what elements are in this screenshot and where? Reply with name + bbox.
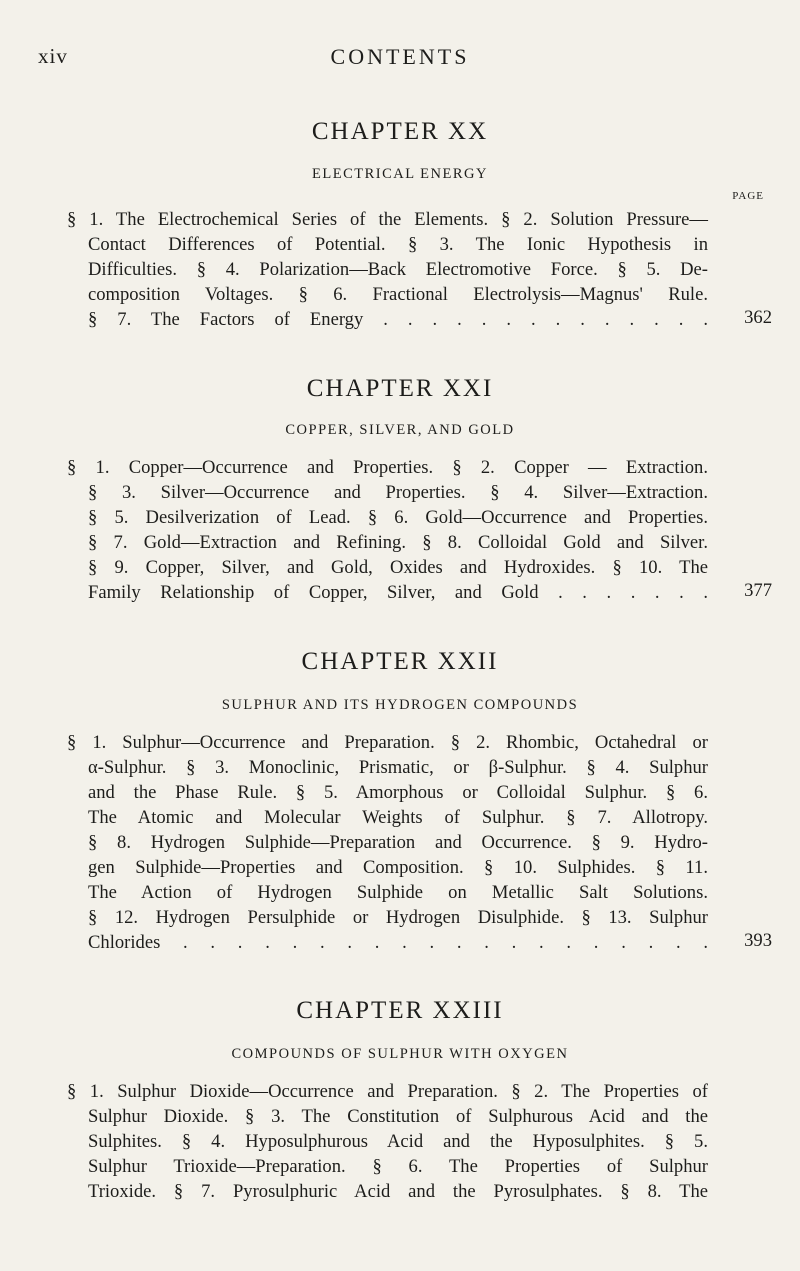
contents-line: § 12. Hydrogen Persulphide or Hydrogen Disulphide. § 13. Sulphur	[88, 907, 708, 928]
chapter-title: CHAPTER XXI	[306, 375, 494, 402]
chapter-xxi-subtitle-wrap	[0, 422, 800, 439]
contents-line: composition Voltages. § 6. Fractional Electrolysis—Magnus' Rule.	[88, 284, 708, 305]
contents-line: and the Phase Rule. § 5. Amorphous or Colloidal Sulphur. § 6.	[88, 782, 708, 803]
contents-line: § 7. Gold—Extraction and Refining. § 8. Colloidal Gold and Silver.	[88, 532, 708, 553]
chapter-xxii-contents	[67, 730, 708, 955]
chapter-xxiii-contents	[67, 1079, 708, 1204]
contents-line: Family Relationship of Copper, Silver, and Gold . . . . . . .	[88, 582, 708, 603]
page-reference: 393	[744, 930, 772, 951]
chapter-xx	[0, 118, 800, 146]
chapter-xx-contents	[67, 207, 708, 332]
contents-line: Trioxide. § 7. Pyrosulphuric Acid and the Pyrosulphates. § 8. The	[88, 1181, 708, 1202]
contents-line: § 5. Desilverization of Lead. § 6. Gold—Occurrence and Properties.	[88, 507, 708, 528]
contents-line: § 1. Sulphur—Occurrence and Preparation. § 2. Rhombic, Octahedral or	[67, 732, 708, 753]
running-head	[0, 44, 800, 74]
contents-line: Sulphur Dioxide. § 3. The Constitution of Sulphurous Acid and the	[88, 1106, 708, 1127]
page-reference: 377	[744, 580, 772, 601]
chapter-xx-subtitle-wrap	[0, 166, 800, 183]
page-reference: 362	[744, 307, 772, 328]
contents-line: § 3. Silver—Occurrence and Properties. § 4. Silver—Extraction.	[88, 482, 708, 503]
contents-line: § 1. The Electrochemical Series of the Elements. § 2. Solution Pressure—	[67, 209, 708, 230]
contents-line: Chlorides . . . . . . . . . . . . . . . . . . . .	[88, 932, 708, 953]
running-title: CONTENTS	[330, 44, 470, 69]
contents-line: Contact Differences of Potential. § 3. The Ionic Hypothesis in	[88, 234, 708, 255]
chapter-title: CHAPTER XX	[311, 118, 489, 145]
chapter-xxi-contents	[67, 455, 708, 605]
contents-line: § 9. Copper, Silver, and Gold, Oxides and Hydroxides. § 10. The	[88, 557, 708, 578]
contents-line: § 7. The Factors of Energy . . . . . . . . . . . . . .	[88, 309, 708, 330]
contents-line: Sulphites. § 4. Hyposulphurous Acid and the Hyposulphites. § 5.	[88, 1131, 708, 1152]
contents-line: α-Sulphur. § 3. Monoclinic, Prismatic, or β-Sulphur. § 4. Sulphur	[88, 757, 708, 778]
contents-line: Difficulties. § 4. Polarization—Back Electromotive Force. § 5. De-	[88, 259, 708, 280]
chapter-title: CHAPTER XXII	[301, 648, 499, 675]
page-number: xiv	[38, 44, 68, 68]
contents-line: § 1. Copper—Occurrence and Properties. § 2. Copper — Extraction.	[67, 457, 708, 478]
chapter-subtitle: COPPER, SILVER, AND GOLD	[285, 422, 515, 438]
contents-line: § 8. Hydrogen Sulphide—Preparation and Occurrence. § 9. Hydro-	[88, 832, 708, 853]
chapter-subtitle: ELECTRICAL ENERGY	[312, 166, 488, 182]
chapter-xxii-subtitle-wrap	[0, 697, 800, 714]
contents-line: § 1. Sulphur Dioxide—Occurrence and Preparation. § 2. The Properties of	[67, 1081, 708, 1102]
chapter-title: CHAPTER XXIII	[296, 997, 504, 1024]
contents-line: gen Sulphide—Properties and Composition. § 10. Sulphides. § 11.	[88, 857, 708, 878]
contents-line: The Action of Hydrogen Sulphide on Metallic Salt Solutions.	[88, 882, 708, 903]
chapter-subtitle: SULPHUR AND ITS HYDROGEN COMPOUNDS	[221, 697, 579, 713]
chapter-xxi	[0, 375, 800, 403]
chapter-subtitle: COMPOUNDS OF SULPHUR WITH OXYGEN	[231, 1046, 569, 1062]
contents-line: The Atomic and Molecular Weights of Sulphur. § 7. Allotropy.	[88, 807, 708, 828]
chapter-xxii	[0, 648, 800, 676]
chapter-xxiii	[0, 997, 800, 1025]
chapter-xxiii-subtitle-wrap	[0, 1046, 800, 1063]
contents-line: Sulphur Trioxide—Preparation. § 6. The Properties of Sulphur	[88, 1156, 708, 1177]
page-column-label: PAGE	[732, 190, 764, 202]
